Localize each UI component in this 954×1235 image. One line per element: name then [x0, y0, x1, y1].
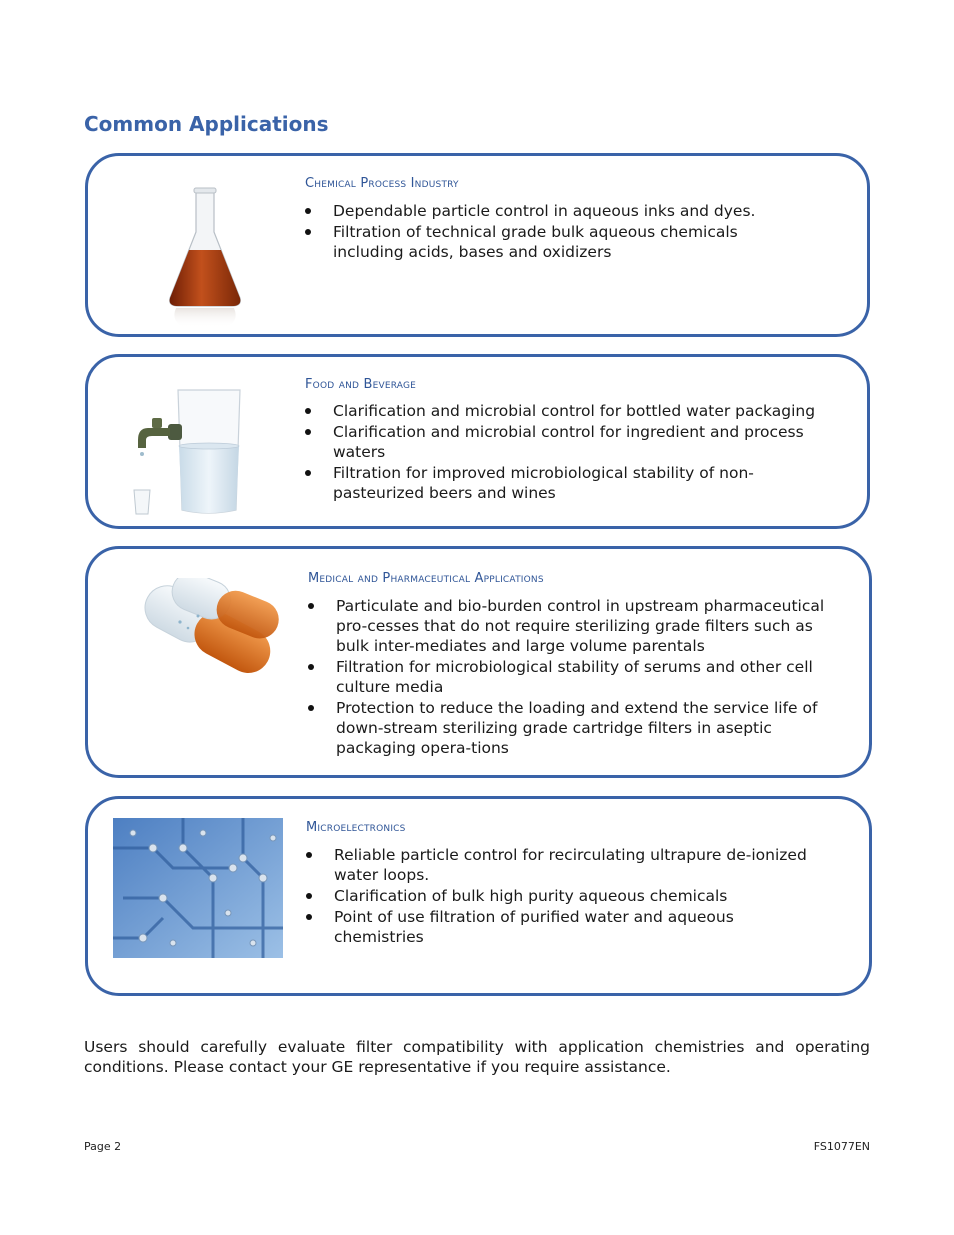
section-heading-medical: Medical and Pharmaceutical Applications [308, 571, 544, 586]
list-item: Reliable particle control for recirculating ultrapure de-ionized water loops. [306, 845, 826, 885]
section-heading-chemical: Chemical Process Industry [305, 176, 459, 191]
bullet-list-medical [308, 596, 838, 759]
list-item: Filtration for microbiological stability of serums and other cell culture media [308, 657, 838, 697]
page-title: Common Applications [84, 112, 329, 136]
flask-icon [160, 186, 250, 332]
list-item: Clarification and microbial control for bottled water packaging [305, 401, 825, 421]
list-item: Filtration of technical grade bulk aqueous chemicals including acids, bases and oxidizers [305, 222, 795, 262]
compatibility-note: Users should carefully evaluate filter compatibility with application chemistries and operating conditions. Please contact your GE representative if you require assistance. [84, 1038, 870, 1076]
list-item: Protection to reduce the loading and extend the service life of down-stream sterilizing grade cartridge filters in aseptic packaging opera-tions [308, 698, 838, 758]
document-code: FS1077EN [813, 1140, 870, 1153]
faucet-glass-icon [128, 384, 248, 518]
list-item: Clarification of bulk high purity aqueous chemicals [306, 886, 826, 906]
list-item: Dependable particle control in aqueous inks and dyes. [305, 201, 795, 221]
bullet-list-food [305, 401, 825, 504]
bullet-list-chemical [305, 201, 795, 263]
list-item: Point of use filtration of purified water and aqueous chemistries [306, 907, 826, 947]
page-number: Page 2 [84, 1140, 122, 1153]
list-item: Particulate and bio-burden control in upstream pharmaceutical pro-cesses that do not require sterilizing grade filters such as bulk inter-mediates and large volume parentals [308, 596, 838, 656]
list-item: Clarification and microbial control for ingredient and process waters [305, 422, 825, 462]
bullet-list-microelectronics [306, 845, 826, 948]
list-item: Filtration for improved microbiological stability of non-pasteurized beers and wines [305, 463, 825, 503]
section-heading-food: Food and Beverage [305, 377, 417, 392]
capsule-icon [128, 578, 288, 688]
circuit-board-icon [113, 818, 283, 958]
section-heading-microelectronics: Microelectronics [306, 820, 406, 835]
